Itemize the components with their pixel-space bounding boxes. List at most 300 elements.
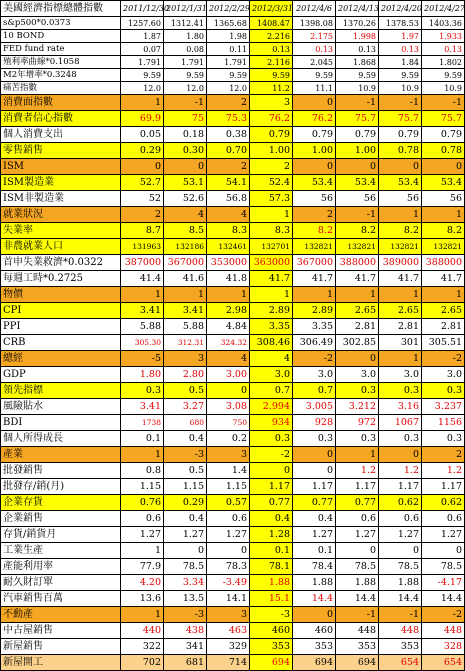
table-cell: 1.791 [121, 56, 164, 69]
table-cell: 0.78 [379, 143, 422, 159]
table-row [1, 95, 465, 111]
row-label: 首申失業救濟*0.0322 [1, 255, 121, 271]
row-label: ISM [1, 159, 121, 175]
table-cell: 0.29 [121, 143, 164, 159]
table-cell: 1 [121, 543, 164, 559]
table-cell: -2 [422, 607, 465, 623]
table-cell: 0.76 [121, 495, 164, 511]
table-cell: 0.62 [422, 495, 465, 511]
row-label: 就業狀況 [1, 207, 121, 223]
table-cell: 1.28 [250, 527, 293, 543]
table-cell: -2 [293, 351, 336, 367]
table-cell: 1 [121, 607, 164, 623]
row-label: 非農就業人口 [1, 239, 121, 255]
table-cell: 3.41 [121, 399, 164, 415]
row-label: ISM非製造業 [1, 191, 121, 207]
table-cell: 5.88 [121, 319, 164, 335]
row-label: 新屋銷售 [1, 639, 121, 655]
table-row [1, 319, 465, 335]
table-cell: 131963 [121, 239, 164, 255]
row-label: 企業銷售 [1, 511, 121, 527]
table-cell: 301 [379, 335, 422, 351]
table-cell: 4 [164, 207, 207, 223]
table-cell: 2.89 [293, 303, 336, 319]
table-cell: 1312.41 [164, 17, 207, 30]
table-row [1, 607, 465, 623]
table-cell: 0.13 [250, 43, 293, 56]
table-cell: 1.17 [250, 479, 293, 495]
table-cell: 0.77 [293, 495, 336, 511]
table-cell: 78.5 [379, 559, 422, 575]
table-cell: 1.791 [164, 56, 207, 69]
table-cell: -3 [164, 607, 207, 623]
column-header-date: 2012/2/29 [207, 1, 250, 17]
table-cell: -1 [422, 95, 465, 111]
table-cell: 132701 [250, 239, 293, 255]
table-cell: 1.868 [336, 56, 379, 69]
table-cell: 448 [336, 623, 379, 639]
column-header-date: 2011/12/30 [121, 1, 164, 17]
table-cell: -3 [250, 607, 293, 623]
table-cell: 1.88 [293, 575, 336, 591]
table-cell: 54.1 [207, 175, 250, 191]
table-cell: 1 [379, 351, 422, 367]
table-row [1, 191, 465, 207]
table-cell: 14.4 [293, 591, 336, 607]
table-cell: 0 [379, 447, 422, 463]
table-cell: 3.212 [336, 399, 379, 415]
table-cell: 0 [336, 159, 379, 175]
table-row [1, 655, 465, 671]
table-cell: 0.6 [422, 511, 465, 527]
table-cell: 1067 [379, 415, 422, 431]
table-cell: 2.175 [293, 30, 336, 43]
table-cell: 3.41 [164, 303, 207, 319]
table-row [1, 367, 465, 383]
row-label: 批發存/銷(月) [1, 479, 121, 495]
table-cell: 4.84 [207, 319, 250, 335]
table-row [1, 399, 465, 415]
table-cell: 694 [336, 655, 379, 671]
table-cell: 0.1 [121, 431, 164, 447]
table-title: 美國經濟指標總體指數 [1, 1, 121, 17]
table-cell: 654 [422, 655, 465, 671]
table-row [1, 335, 465, 351]
table-cell: 0 [379, 159, 422, 175]
table-cell: 0.13 [336, 43, 379, 56]
table-cell: 2.81 [379, 319, 422, 335]
row-label: 痛苦指數 [1, 82, 121, 95]
table-row [1, 175, 465, 191]
table-cell: 353000 [207, 255, 250, 271]
table-cell: 2 [250, 159, 293, 175]
table-row [1, 127, 465, 143]
table-cell: 367000 [164, 255, 207, 271]
column-header-date: 2012/4/27 [422, 1, 465, 17]
table-cell: 1.17 [336, 479, 379, 495]
table-cell: 8.3 [250, 223, 293, 239]
table-cell: 0.79 [293, 127, 336, 143]
table-cell: 12.0 [164, 82, 207, 95]
table-cell: 0 [293, 463, 336, 479]
table-cell: 77.9 [121, 559, 164, 575]
table-row [1, 207, 465, 223]
table-row [1, 239, 465, 255]
row-label: 耐久財訂單 [1, 575, 121, 591]
table-cell: 132821 [422, 239, 465, 255]
table-cell: 0.38 [207, 127, 250, 143]
table-cell: 9.59 [121, 69, 164, 82]
table-cell: 0 [293, 607, 336, 623]
table-cell: 2 [207, 159, 250, 175]
table-row [1, 575, 465, 591]
table-row [1, 43, 465, 56]
table-cell: 1398.08 [293, 17, 336, 30]
table-cell: 388000 [422, 255, 465, 271]
table-cell: 0.79 [379, 127, 422, 143]
table-cell: 5.88 [164, 319, 207, 335]
table-cell: 52.4 [250, 175, 293, 191]
table-cell: 78.1 [250, 559, 293, 575]
table-cell: 1.97 [379, 30, 422, 43]
table-cell: 8.3 [207, 223, 250, 239]
table-cell: 324.32 [207, 335, 250, 351]
table-cell: 3.0 [422, 367, 465, 383]
table-row [1, 56, 465, 69]
table-cell: 305.30 [121, 335, 164, 351]
table-cell: 0.3 [250, 431, 293, 447]
table-cell: 1 [293, 287, 336, 303]
table-cell: 3.005 [293, 399, 336, 415]
table-cell: 0 [336, 543, 379, 559]
table-cell: 76.2 [250, 111, 293, 127]
table-row [1, 591, 465, 607]
table-row [1, 479, 465, 495]
table-cell: 0 [422, 159, 465, 175]
table-cell: 1 [207, 287, 250, 303]
table-cell: 0.3 [379, 383, 422, 399]
table-cell: 1.87 [121, 30, 164, 43]
table-cell: 0.13 [293, 43, 336, 56]
table-cell: 1.2 [379, 463, 422, 479]
table-cell: 0 [250, 463, 293, 479]
table-cell: 3.35 [250, 319, 293, 335]
table-cell: 78.3 [207, 559, 250, 575]
table-cell: 69.9 [121, 111, 164, 127]
table-cell: 1.17 [422, 479, 465, 495]
table-cell: 2.81 [336, 319, 379, 335]
table-cell: 387000 [121, 255, 164, 271]
table-cell: -2 [250, 447, 293, 463]
table-cell: 1.17 [293, 479, 336, 495]
table-cell: -3 [164, 447, 207, 463]
table-cell: 4 [250, 351, 293, 367]
table-cell: 2.045 [293, 56, 336, 69]
table-cell: 388000 [336, 255, 379, 271]
table-cell: 3.0 [379, 367, 422, 383]
table-cell: 2.65 [336, 303, 379, 319]
table-cell: 0.18 [164, 127, 207, 143]
table-row [1, 559, 465, 575]
table-cell: 0.07 [121, 43, 164, 56]
table-cell: 448 [379, 623, 422, 639]
table-cell: 0.3 [379, 431, 422, 447]
table-cell: 312.31 [164, 335, 207, 351]
table-cell: 329 [207, 639, 250, 655]
table-cell: 1378.53 [379, 17, 422, 30]
table-cell: 2.994 [250, 399, 293, 415]
table-cell: 460 [293, 623, 336, 639]
table-cell: 4 [207, 351, 250, 367]
row-label: 零售銷售 [1, 143, 121, 159]
table-cell: 2 [293, 207, 336, 223]
column-header-date: 2012/3/31 [250, 1, 293, 17]
table-cell: 1 [422, 287, 465, 303]
table-cell: 353 [379, 639, 422, 655]
table-cell: 14.4 [336, 591, 379, 607]
table-cell: 1.998 [336, 30, 379, 43]
table-cell: 463 [207, 623, 250, 639]
table-cell: -5 [121, 351, 164, 367]
table-cell: 78.5 [336, 559, 379, 575]
table-cell: 1.88 [250, 575, 293, 591]
table-cell: 308.46 [250, 335, 293, 351]
table-cell: 52 [121, 191, 164, 207]
row-label: 每週工時*0.2725 [1, 271, 121, 287]
table-cell: 10.9 [379, 82, 422, 95]
table-body [1, 17, 465, 671]
table-cell: 680 [164, 415, 207, 431]
table-cell: 2 [422, 447, 465, 463]
row-label: 企業存貨 [1, 495, 121, 511]
table-cell: 1 [121, 287, 164, 303]
table-cell: 0.6 [379, 511, 422, 527]
table-cell: 1.84 [379, 56, 422, 69]
table-cell: 2.81 [422, 319, 465, 335]
table-cell: 0.8 [121, 463, 164, 479]
table-row [1, 223, 465, 239]
table-row [1, 255, 465, 271]
table-cell: 694 [293, 655, 336, 671]
table-cell: 654 [379, 655, 422, 671]
column-header-date: 2012/4/6 [293, 1, 336, 17]
table-cell: 0.3 [293, 431, 336, 447]
table-cell: 78.4 [293, 559, 336, 575]
table-cell: 306.49 [293, 335, 336, 351]
table-cell: 1.802 [422, 56, 465, 69]
table-cell: 0.13 [422, 43, 465, 56]
table-cell: 0.3 [121, 383, 164, 399]
table-row [1, 639, 465, 655]
table-cell: 0.3 [422, 431, 465, 447]
table-cell: 0.08 [164, 43, 207, 56]
table-cell: 972 [336, 415, 379, 431]
table-row [1, 463, 465, 479]
row-label: FED fund rate [1, 43, 121, 56]
table-cell: 0 [207, 543, 250, 559]
table-cell: 1 [121, 447, 164, 463]
table-cell: 1 [379, 207, 422, 223]
table-cell: 9.59 [207, 69, 250, 82]
table-cell: 302.85 [336, 335, 379, 351]
table-cell: -1 [164, 95, 207, 111]
table-cell: 41.7 [422, 271, 465, 287]
row-label: 10 BOND [1, 30, 121, 43]
table-cell: 0 [336, 351, 379, 367]
table-cell: 1 [379, 287, 422, 303]
table-cell: 328 [422, 639, 465, 655]
table-cell: 8.5 [164, 223, 207, 239]
table-cell: 1.15 [207, 479, 250, 495]
table-row [1, 415, 465, 431]
table-cell: 12.0 [207, 82, 250, 95]
table-cell: 1403.36 [422, 17, 465, 30]
row-label: 工業生產 [1, 543, 121, 559]
table-cell: 0.3 [336, 431, 379, 447]
table-cell: 41.8 [207, 271, 250, 287]
table-row [1, 287, 465, 303]
table-cell: -2 [422, 351, 465, 367]
table-cell: 1738 [121, 415, 164, 431]
table-cell: 1365.68 [207, 17, 250, 30]
table-cell: 14.4 [422, 591, 465, 607]
table-cell: 0.1 [250, 543, 293, 559]
table-cell: 322 [121, 639, 164, 655]
table-cell: 1.4 [207, 463, 250, 479]
table-cell: 0.79 [336, 127, 379, 143]
table-cell: 0 [293, 159, 336, 175]
table-cell: 0.7 [250, 383, 293, 399]
table-cell: 934 [250, 415, 293, 431]
table-cell: 440 [121, 623, 164, 639]
table-cell: 75.3 [207, 111, 250, 127]
table-cell: 3.0 [250, 367, 293, 383]
table-cell: 132461 [207, 239, 250, 255]
table-cell: 0.11 [207, 43, 250, 56]
table-row [1, 271, 465, 287]
table-cell: 9.59 [379, 69, 422, 82]
table-cell: 2.216 [250, 30, 293, 43]
table-cell: 8.2 [293, 223, 336, 239]
table-cell: 1.933 [422, 30, 465, 43]
table-cell: 3.35 [293, 319, 336, 335]
table-cell: 41.7 [336, 271, 379, 287]
table-cell: 1.27 [293, 527, 336, 543]
table-cell: -1 [336, 207, 379, 223]
table-cell: 11.1 [293, 82, 336, 95]
table-cell: 3.41 [121, 303, 164, 319]
table-cell: 0.5 [164, 463, 207, 479]
table-cell: 57.3 [250, 191, 293, 207]
table-cell: 353 [250, 639, 293, 655]
table-cell: 1.27 [422, 527, 465, 543]
table-row [1, 431, 465, 447]
table-cell: 3.27 [164, 399, 207, 415]
table-cell: 1.27 [336, 527, 379, 543]
header-row [1, 1, 465, 17]
table-row [1, 82, 465, 95]
table-cell: 1.80 [164, 30, 207, 43]
table-cell: 0.2 [207, 431, 250, 447]
table-cell: 3.237 [422, 399, 465, 415]
table-cell: 0.30 [164, 143, 207, 159]
table-cell: -3.49 [207, 575, 250, 591]
table-cell: 1.88 [379, 575, 422, 591]
table-cell: 41.6 [164, 271, 207, 287]
table-cell: 0.7 [293, 383, 336, 399]
table-cell: 75 [164, 111, 207, 127]
table-cell: 714 [207, 655, 250, 671]
table-cell: 3.0 [293, 367, 336, 383]
table-cell: 0.4 [293, 511, 336, 527]
table-row [1, 111, 465, 127]
table-cell: 0.6 [207, 511, 250, 527]
table-row [1, 143, 465, 159]
table-cell: 0.62 [379, 495, 422, 511]
table-cell: 1.27 [379, 527, 422, 543]
table-cell: 9.59 [336, 69, 379, 82]
table-cell: 2.98 [207, 303, 250, 319]
table-cell: 3.16 [379, 399, 422, 415]
table-cell: 2 [121, 207, 164, 223]
table-cell: 1.17 [379, 479, 422, 495]
table-cell: 41.7 [250, 271, 293, 287]
table-cell: 0 [121, 159, 164, 175]
row-label: 個人消費支出 [1, 127, 121, 143]
row-label: CPI [1, 303, 121, 319]
table-row [1, 495, 465, 511]
table-cell: 53.4 [422, 175, 465, 191]
table-cell: 702 [121, 655, 164, 671]
table-cell: 132821 [293, 239, 336, 255]
table-cell: 0.4 [250, 511, 293, 527]
table-cell: 353 [293, 639, 336, 655]
row-label: CRB [1, 335, 121, 351]
table-cell: 56 [379, 191, 422, 207]
row-label: 總經 [1, 351, 121, 367]
table-cell: 0.79 [250, 127, 293, 143]
table-cell: 0.79 [422, 127, 465, 143]
table-cell: 0.57 [207, 495, 250, 511]
row-label: 失業率 [1, 223, 121, 239]
table-cell: 10.9 [422, 82, 465, 95]
table-cell: 13.5 [164, 591, 207, 607]
table-cell: 2.80 [164, 367, 207, 383]
table-cell: 1.2 [336, 463, 379, 479]
table-cell: 1 [164, 287, 207, 303]
table-cell: 0 [207, 383, 250, 399]
table-cell: 8.7 [121, 223, 164, 239]
table-cell: 341 [164, 639, 207, 655]
table-cell: 0.5 [164, 383, 207, 399]
table-cell: 367000 [293, 255, 336, 271]
table-cell: 2.116 [250, 56, 293, 69]
table-cell: 1.00 [293, 143, 336, 159]
table-cell: 4 [207, 207, 250, 223]
table-cell: 2.89 [250, 303, 293, 319]
table-row [1, 543, 465, 559]
table-cell: 1408.47 [250, 17, 293, 30]
table-cell: 750 [207, 415, 250, 431]
table-cell: 76.2 [293, 111, 336, 127]
row-label: 物價 [1, 287, 121, 303]
table-cell: 1 [250, 207, 293, 223]
table-cell: 1.27 [207, 527, 250, 543]
table-cell: 460 [250, 623, 293, 639]
table-cell: 8.2 [379, 223, 422, 239]
row-label: 風險貼水 [1, 399, 121, 415]
row-label: 消費者信心指數 [1, 111, 121, 127]
